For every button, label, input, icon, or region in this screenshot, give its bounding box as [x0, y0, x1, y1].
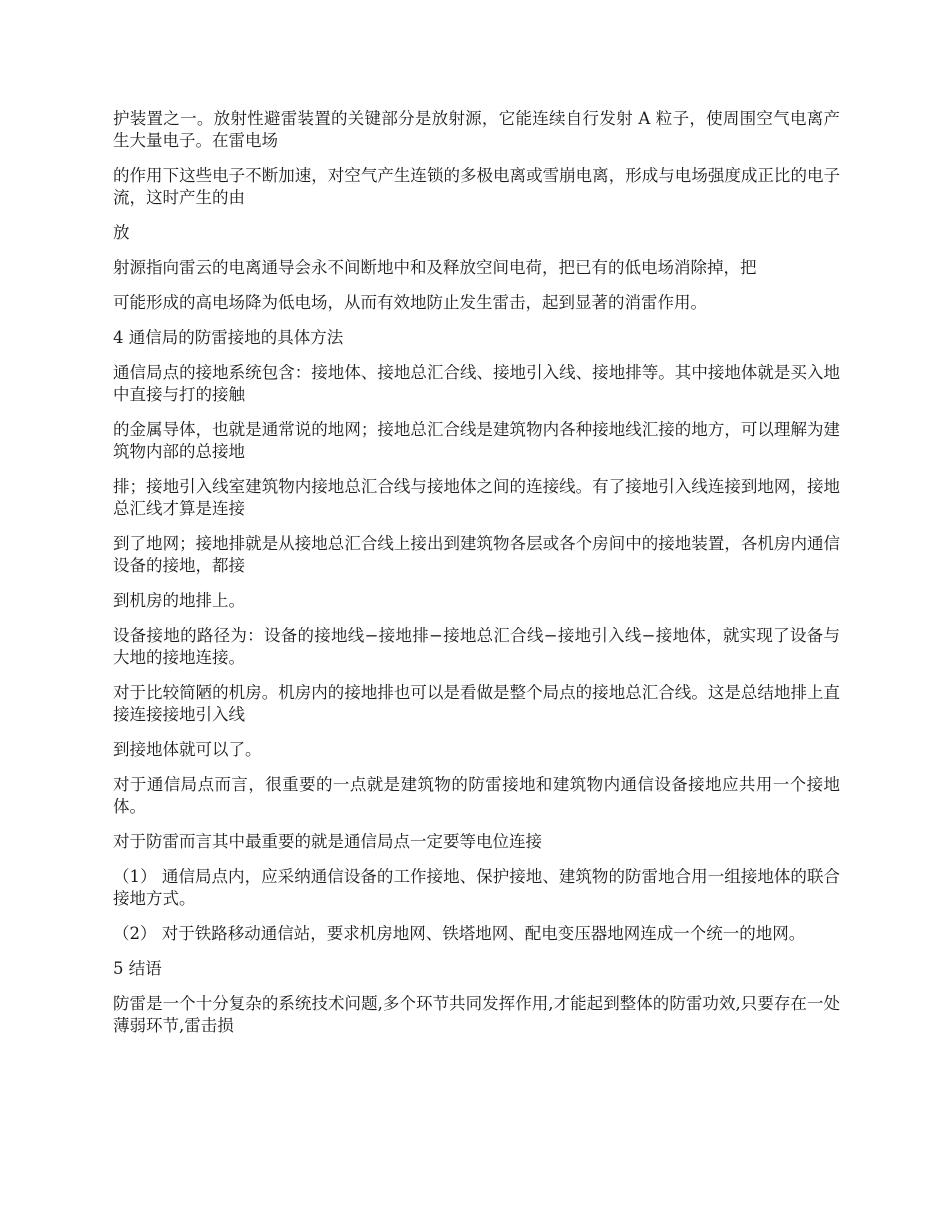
paragraph: 到了地网；接地排就是从接地总汇合线上接出到建筑物各层或各个房间中的接地装置，各机房内通信设备的接地，都接 — [113, 534, 840, 575]
paragraph: 射源指向雷云的电离通导会永不间断地中和及释放空间电荷，把已有的低电场消除掉，把 — [113, 258, 757, 277]
paragraph: 防雷是一个十分复杂的系统技术问题,多个环节共同发挥作用,才能起到整体的防雷功效,只要存在一处薄弱环节,雷击损 — [113, 994, 840, 1035]
paragraph: 护装置之一。放射性避雷装置的关键部分是放射源，它能连续自行发射 A 粒子，使周围空气电离产生大量电子。在雷电场 — [113, 109, 840, 150]
paragraph: 通信局点的接地系统包含：接地体、接地总汇合线、接地引入线、接地排等。其中接地体就是买入地中直接与打的接触 — [113, 363, 840, 404]
list-item: （1） 通信局点内，应采纳通信设备的工作接地、保护接地、建筑物的防雷地合用一组接地体的联合接地方式。 — [113, 867, 840, 908]
paragraph: 对于防雷而言其中最重要的就是通信局点一定要等电位连接 — [113, 832, 542, 851]
paragraph: 对于比较简陋的机房。机房内的接地排也可以是看做是整个局点的接地总汇合线。这是总结地排上直接连接接地引入线 — [113, 683, 840, 724]
paragraph: 到接地体就可以了。 — [113, 740, 262, 759]
section-heading: 5 结语 — [113, 959, 162, 978]
paragraph: 到机房的地排上。 — [113, 591, 245, 610]
paragraph: 排；接地引入线室建筑物内接地总汇合线与接地体之间的连接线。有了接地引入线连接到地网，接地总汇线才算是连接 — [113, 477, 840, 518]
paragraph: 可能形成的高电场降为低电场，从而有效地防止发生雷击，起到显著的消雷作用。 — [113, 293, 707, 312]
paragraph: 的作用下这些电子不断加速，对空气产生连锁的多极电离或雪崩电离，形成与电场强度成正比的电子流，这时产生的由 — [113, 166, 840, 207]
section-heading: 4 通信局的防雷接地的具体方法 — [113, 328, 344, 347]
paragraph: 设备接地的路径为：设备的接地线−接地排−接地总汇合线−接地引入线−接地体，就实现了设备与大地的接地连接。 — [113, 626, 840, 667]
paragraph: 的金属导体，也就是通常说的地网；接地总汇合线是建筑物内各种接地线汇接的地方，可以理解为建筑物内部的总接地 — [113, 420, 840, 461]
list-item: （2） 对于铁路移动通信站，要求机房地网、铁塔地网、配电变压器地网连成一个统一的地网。 — [113, 924, 806, 943]
paragraph: 放 — [113, 223, 130, 242]
paragraph: 对于通信局点而言，很重要的一点就是建筑物的防雷接地和建筑物内通信设备接地应共用一个接地体。 — [113, 775, 840, 816]
